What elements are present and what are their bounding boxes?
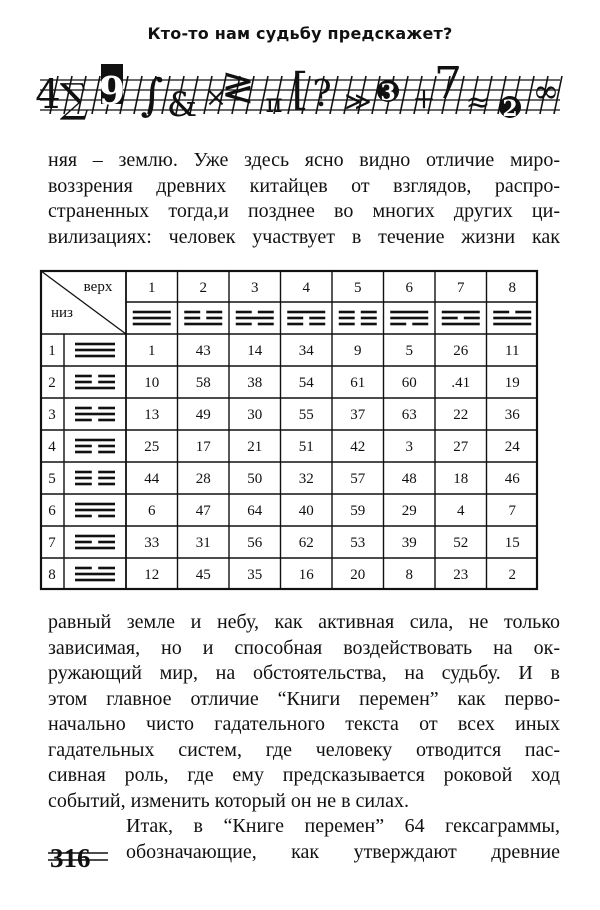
page-number [48, 838, 118, 878]
band-symbol: ≫ [344, 87, 372, 117]
hexagram-number: 43 [195, 343, 211, 359]
band-symbol: ? [312, 74, 332, 115]
band-symbol: ∞ [532, 72, 560, 110]
hexagram-number: 61 [350, 375, 366, 391]
paragraph-top [48, 148, 560, 250]
hexagram-number: 25 [144, 439, 160, 455]
hexagram-number: 1 [148, 343, 156, 359]
hexagram-number: 46 [504, 471, 520, 487]
band-symbol: π [265, 89, 283, 119]
hexagram-number: 40 [298, 503, 314, 519]
hexagram-number: 50 [247, 471, 263, 487]
hexagram-number: 14 [247, 343, 263, 359]
hexagram-number: 42 [350, 439, 366, 455]
row-number: 5 [48, 471, 56, 487]
hexagram-number: 13 [144, 407, 160, 423]
hexagram-number: 28 [195, 471, 211, 487]
band-symbol: ∑ [59, 76, 89, 122]
column-number: 7 [457, 280, 465, 296]
text-line: Итак, в “Книге перемен” 64 гексаграммы, [126, 815, 560, 837]
row-number: 8 [48, 567, 56, 583]
text-line: ружающий мир, на обстоятельства, на судьбу. И в [48, 662, 560, 684]
hexagram-number: .41 [451, 375, 471, 391]
hexagram-number: 8 [405, 567, 413, 583]
hexagram-number: 26 [453, 343, 469, 359]
corner-label-top: верх [83, 279, 113, 295]
lower-trigram-kun [75, 471, 115, 486]
hexagram-number: 20 [350, 567, 366, 583]
band-symbol: 3 [380, 80, 396, 106]
hexagram-number: 51 [298, 439, 314, 455]
text-line: событий, изменить который он не в силах. [48, 789, 409, 812]
hexagram-number: 49 [195, 407, 211, 423]
band-symbol: + [412, 82, 436, 115]
lower-trigram-zhen [75, 375, 115, 390]
band-symbol: 4 [35, 72, 61, 118]
hexagram-number: 38 [247, 375, 263, 391]
hexagram-number: 47 [195, 503, 211, 519]
corner-label-bottom: низ [51, 305, 73, 321]
hexagram-number: 19 [504, 375, 520, 391]
hexagram-number: 15 [504, 535, 520, 551]
upper-trigram-kan [236, 311, 274, 326]
hexagram-number: 35 [247, 567, 263, 583]
text-line: начально чисто гадательного текста от всех иных [48, 713, 560, 735]
hexagram-number: 54 [298, 375, 314, 391]
text-line: страненных тогда,и позднее во многих других ци- [48, 200, 560, 222]
hexagram-number: 33 [144, 535, 160, 551]
hexagram-number: 4 [457, 503, 465, 519]
paragraph-bottom [48, 610, 560, 865]
hexagram-number: 17 [195, 439, 211, 455]
text-line: равный земле и небу, как активная сила, не только [48, 611, 560, 633]
upper-trigram-li [442, 311, 480, 326]
column-number: 3 [251, 280, 259, 296]
hexagram-number: 29 [401, 503, 417, 519]
row-number: 6 [48, 503, 56, 519]
hexagram-number: 59 [350, 503, 366, 519]
column-number: 6 [405, 280, 413, 296]
band-symbol: [ [291, 64, 309, 115]
hexagram-number: 57 [350, 471, 366, 487]
column-number: 8 [508, 280, 516, 296]
hatch-stroke [400, 76, 408, 114]
band-symbol: & [166, 85, 198, 125]
running-title: Кто-то нам судьбу предскажет? [147, 24, 453, 43]
hexagram-number: 53 [350, 535, 366, 551]
text-line: няя – землю. Уже здесь ясно видно отличие миро- [48, 149, 560, 171]
text-line: вилизациях: человек участвует в течение жизни как [48, 225, 560, 248]
hexagram-number: 60 [401, 375, 417, 391]
upper-trigram-xun [390, 311, 428, 326]
hexagram-number: 64 [247, 503, 263, 519]
upper-trigram-dui [493, 311, 531, 326]
lower-trigram-kan [75, 407, 115, 422]
hexagram-number: 32 [298, 471, 314, 487]
hexagram-number: 3 [405, 439, 413, 455]
lower-trigram-xun [75, 503, 115, 518]
hexagram-number: 7 [508, 503, 516, 519]
hexagram-number: 18 [453, 471, 469, 487]
hexagram-number: 16 [298, 567, 314, 583]
upper-trigram-qian [133, 311, 171, 326]
hexagram-number: 23 [453, 567, 469, 583]
band-symbol: ≷ [221, 64, 255, 110]
band-symbol: ≈ [465, 85, 491, 120]
hexagram-number: 55 [298, 407, 314, 423]
band-symbol: 7 [434, 58, 462, 109]
row-number: 4 [48, 439, 56, 455]
band-symbol: 2 [502, 96, 518, 122]
text-line: сивная роль, где ему предсказывается роковой ход [48, 764, 560, 786]
upper-trigram-kun [339, 311, 377, 326]
column-number: 5 [354, 280, 362, 296]
hexagram-number: 52 [453, 535, 469, 551]
hexagram-number: 24 [504, 439, 520, 455]
hexagram-table [40, 270, 540, 590]
text-line: зависимая, но и способная воздействовать на ок- [48, 636, 560, 659]
hexagram-number: 30 [247, 407, 263, 423]
band-symbol: 9 [98, 68, 126, 113]
hexagram-number: 56 [247, 535, 263, 551]
hexagram-number: 45 [195, 567, 211, 583]
hexagram-number: 6 [148, 503, 156, 519]
hexagram-number: 9 [354, 343, 362, 359]
hexagram-number: 58 [195, 375, 211, 391]
hexagram-number: 63 [401, 407, 417, 423]
column-number: 4 [302, 280, 310, 296]
hexagram-number: 12 [144, 567, 160, 583]
hexagram-number: 48 [401, 471, 417, 487]
hexagram-number: 11 [505, 343, 520, 359]
row-number: 3 [48, 407, 56, 423]
row-number: 2 [48, 375, 56, 391]
hexagram-number: 27 [453, 439, 469, 455]
row-number: 7 [48, 535, 56, 551]
upper-trigram-gen [287, 311, 325, 326]
upper-trigram-zhen [184, 311, 222, 326]
hexagram-number: 10 [144, 375, 160, 391]
column-number: 1 [148, 280, 156, 296]
hexagram-number: 31 [195, 535, 211, 551]
hexagram-number: 34 [298, 343, 314, 359]
text-line: воззрения древних китайцев от взглядов, распро- [48, 174, 560, 197]
symbol-band [35, 50, 560, 140]
lower-trigram-dui [75, 567, 115, 582]
lower-trigram-gen [75, 439, 115, 454]
hexagram-number: 36 [504, 407, 520, 423]
lower-trigram-li [75, 535, 115, 550]
row-number: 1 [48, 343, 56, 359]
hexagram-number: 5 [405, 343, 413, 359]
hexagram-number: 22 [453, 407, 469, 423]
hexagram-number: 21 [247, 439, 263, 455]
hexagram-number: 37 [350, 407, 366, 423]
text-line: гадательных систем, где человеку отводится пас- [48, 738, 560, 761]
hexagram-number: 62 [298, 535, 314, 551]
hexagram-number: 2 [508, 567, 516, 583]
band-symbol: × [205, 83, 227, 113]
hexagram-number: 39 [401, 535, 417, 551]
hexagram-number: 44 [144, 471, 160, 487]
page-number-text: 316 [50, 843, 91, 873]
lower-trigram-qian [75, 343, 115, 358]
text-line: этом главное отличие “Книги перемен” как перво- [48, 687, 560, 710]
band-symbol: ∫ [140, 70, 164, 121]
column-number: 2 [199, 280, 207, 296]
text-line: обозначающие, как утверждают древние [126, 840, 560, 863]
